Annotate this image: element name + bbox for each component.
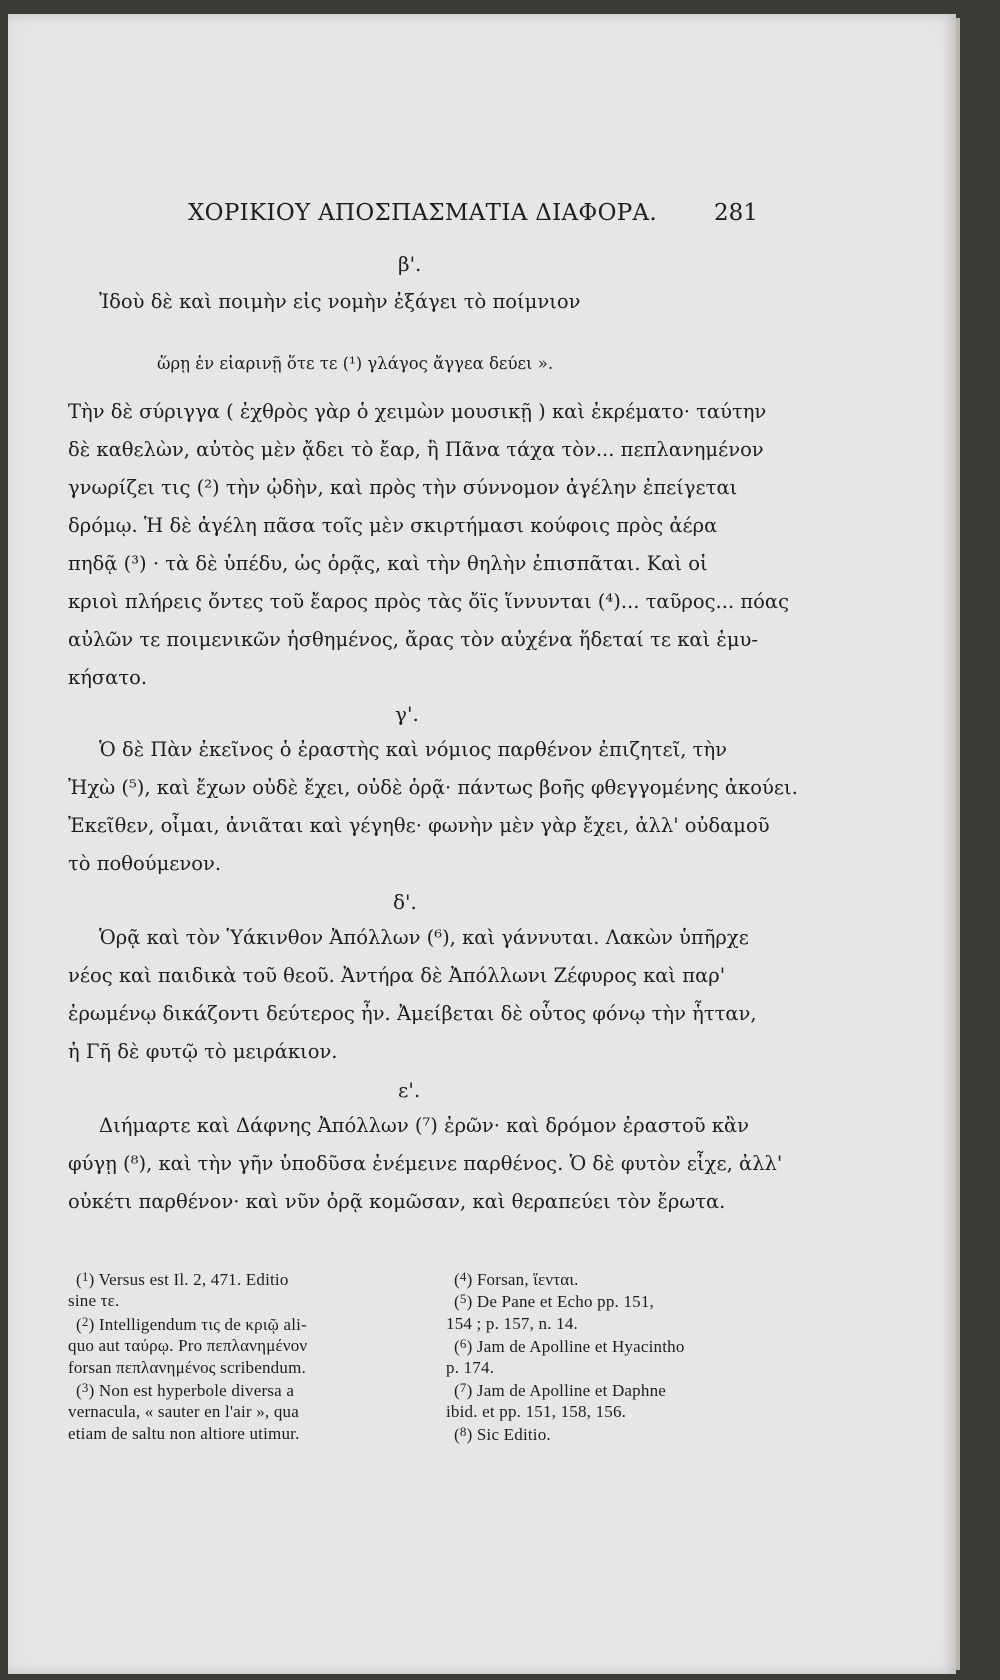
text-line: Τὴν δὲ σύριγγα ( ἐχθρὸς γὰρ ὁ χειμὼν μουσικῇ ) καὶ ἐκρέματο· ταύτην <box>68 400 767 423</box>
text-line: ἐρωμένῳ δικάζοντι δεύτερος ἦν. Ἀμείβεται δὲ οὗτος φόνῳ τὴν ἧτταν, <box>68 1002 757 1025</box>
text-line: αὐλῶν τε ποιμενικῶν ἡσθημένος, ἄρας τὸν αὐχένα ἥδεταί τε καὶ ἐμυ- <box>68 628 759 651</box>
running-title: ΧΟΡΙΚΙΟΥ ΑΠΟΣΠΑΣΜΑΤΙΑ ΔΙΑΦΟΡΑ. <box>188 200 658 226</box>
text-line: Ὁρᾷ καὶ τὸν Ὑάκινθον Ἀπόλλων (⁶), καὶ γάννυται. Λακὼν ὑπῆρχε <box>99 926 749 949</box>
text-line: πηδᾷ (³) · τὰ δὲ ὑπέδυ, ὡς ὁρᾷς, καὶ τὴν θηλὴν ἐπισπᾶται. Καὶ οἱ <box>68 552 708 575</box>
footnote-line: forsan πεπλανημένος scribendum. <box>68 1358 306 1377</box>
footnote-line: ($^7$) Jam de Apolline et Daphne <box>454 1380 667 1400</box>
text-line: κριοὶ πλήρεις ὄντες τοῦ ἔαρος πρὸς τὰς ὄϊς ἵννυνται (⁴)... ταῦρος... πόας <box>68 590 789 613</box>
footnote-line: 154 ; p. 157, n. 14. <box>446 1314 578 1333</box>
book-page <box>8 14 956 1674</box>
section-mark-beta: β'. <box>398 252 422 276</box>
text-line: οὐκέτι παρθένον· καὶ νῦν ὁρᾷ κομῶσαν, καὶ θεραπεύει τὸν ἔρωτα. <box>68 1190 726 1213</box>
page-number: 281 <box>714 200 758 226</box>
section-mark-gamma: γ'. <box>395 702 419 726</box>
text-line: ἡ Γῆ δὲ φυτῷ τὸ μειράκιον. <box>68 1040 338 1063</box>
footnote-line: ibid. et pp. 151, 158, 156. <box>446 1402 627 1421</box>
text-line: γνωρίζει τις (²) τὴν ᾠδὴν, καὶ πρὸς τὴν σύννομον ἀγέλην ἐπείγεται <box>68 476 738 499</box>
footnote-line: ($^3$) Non est hyperbole diversa a <box>76 1380 295 1400</box>
text-line: νέος καὶ παιδικὰ τοῦ θεοῦ. Ἀντήρα δὲ Ἀπόλλωνι Ζέφυρος καὶ παρ' <box>68 964 726 987</box>
text-line: Ὁ δὲ Πὰν ἐκεῖνος ὁ ἐραστὴς καὶ νόμιος παρθένον ἐπιζητεῖ, τὴν <box>99 738 727 761</box>
footnote-line: vernacula, « sauter en l'air », qua <box>68 1402 299 1421</box>
footnote-line: sine τε. <box>68 1291 120 1310</box>
section-mark-epsilon: ε'. <box>398 1078 421 1102</box>
footnote-line: p. 174. <box>446 1358 495 1377</box>
verse-line-1: Ἰδοὺ δὲ καὶ ποιμὴν εἰς νομὴν ἐξάγει τὸ ποίμνιον <box>99 290 581 313</box>
footnote-line: ($^4$) Forsan, ἵενται. <box>454 1269 579 1289</box>
footnote-line: ($^5$) De Pane et Echo pp. 151, <box>454 1291 655 1311</box>
section-mark-delta: δ'. <box>393 890 417 914</box>
text-line: Ἐκεῖθεν, οἶμαι, ἀνιᾶται καὶ γέγηθε· φωνὴν μὲν γὰρ ἔχει, ἀλλ' οὐδαμοῦ <box>68 814 770 837</box>
text-line: φύγῃ (⁸), καὶ τὴν γῆν ὑποδῦσα ἐνέμεινε παρθένος. Ὁ δὲ φυτὸν εἶχε, ἀλλ' <box>68 1152 783 1175</box>
footnote-line: ($^2$) Intelligendum τις de κριῷ ali- <box>76 1314 307 1334</box>
footnote-line: ($^6$) Jam de Apolline et Hyacintho <box>454 1336 685 1356</box>
text-line: δὲ καθελὼν, αὐτὸς μὲν ᾄδει τὸ ἔαρ, ἢ Πᾶνα τάχα τὸν... πεπλανημένον <box>68 438 764 461</box>
footnote-line: ($^1$) Versus est Il. 2, 471. Editio <box>76 1269 289 1289</box>
footnote-line: ($^8$) Sic Editio. <box>454 1424 551 1444</box>
footnote-line: etiam de saltu non altiore utimur. <box>68 1424 300 1443</box>
footnote-line: quo aut ταύρῳ. Pro πεπλανημένον <box>68 1336 308 1355</box>
text-line: δρόμῳ. Ἡ δὲ ἀγέλη πᾶσα τοῖς μὲν σκιρτήμασι κούφοις πρὸς ἀέρα <box>68 514 718 537</box>
text-line: Ἠχὼ (⁵), καὶ ἔχων οὐδὲ ἔχει, οὐδὲ ὁρᾷ· πάντως βοῆς φθεγγομένης ἀκούει. <box>68 776 798 799</box>
verse-line-2: ὥρῃ ἐν εἰαρινῇ ὅτε τε (¹) γλάγος ἄγγεα δεύει ». <box>157 354 554 373</box>
text-line: Διήμαρτε καὶ Δάφνης Ἀπόλλων (⁷) ἐρῶν· καὶ δρόμον ἐραστοῦ κἂν <box>99 1114 749 1137</box>
text-line: τὸ ποθούμενον. <box>68 852 222 875</box>
text-line: κήσατο. <box>68 666 148 689</box>
